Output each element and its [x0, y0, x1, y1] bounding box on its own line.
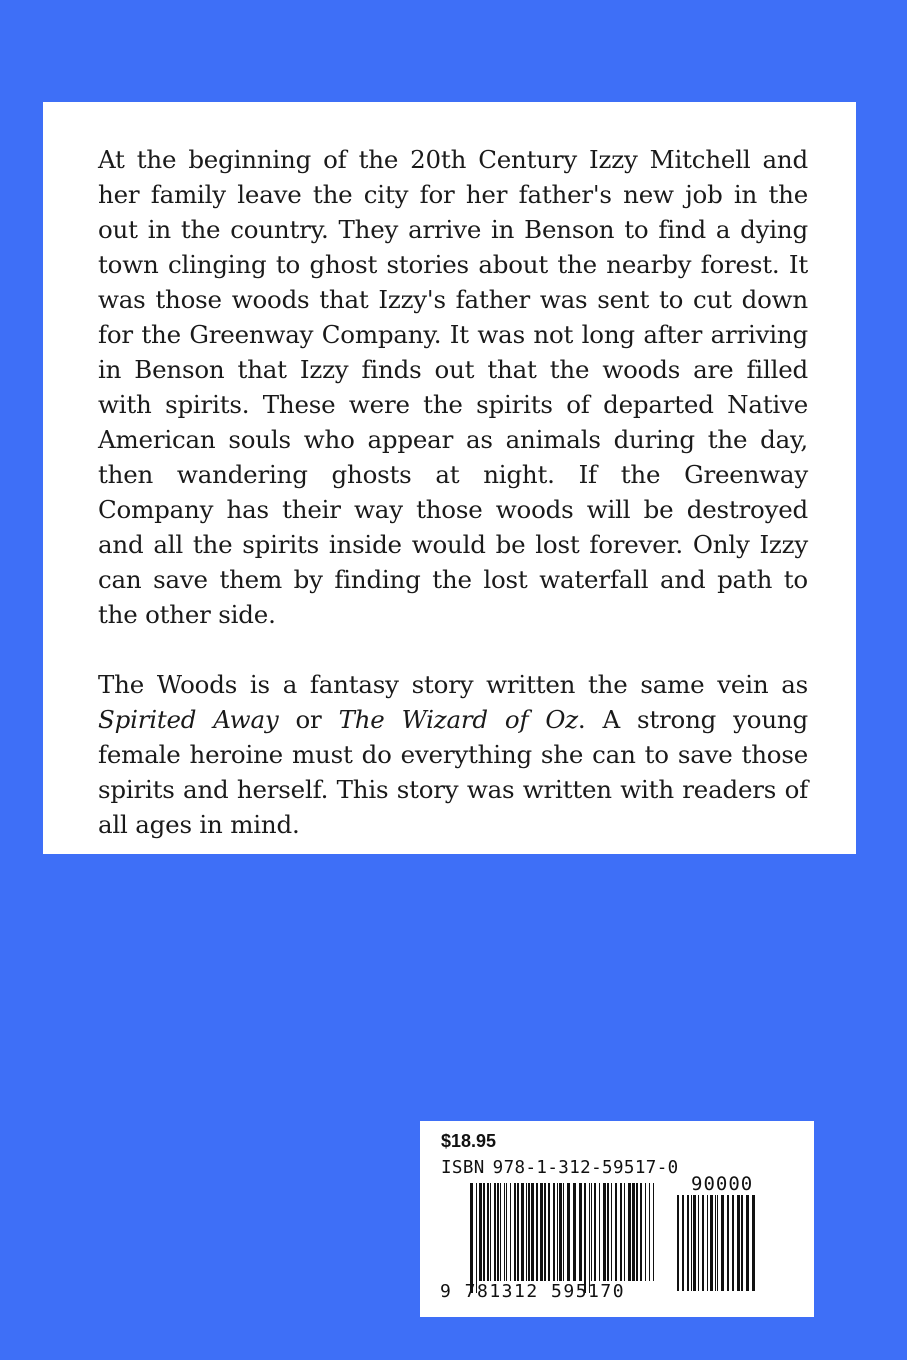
barcode-bar	[506, 1183, 507, 1281]
barcode-bar	[589, 1183, 590, 1293]
barcode-bar	[536, 1183, 538, 1281]
barcode-bar	[483, 1183, 485, 1281]
barcode-bar	[531, 1183, 534, 1281]
ean-barcode	[470, 1183, 660, 1293]
barcode-bar	[548, 1183, 550, 1281]
barcode-bar	[702, 1195, 704, 1291]
barcode-bar	[746, 1195, 749, 1291]
price-label: $18.95	[441, 1131, 497, 1151]
barcode-bar	[682, 1195, 684, 1291]
barcode-bar	[737, 1195, 740, 1291]
barcode-bar	[741, 1195, 743, 1291]
barcode-bar	[707, 1195, 708, 1291]
barcode-bar	[517, 1183, 519, 1281]
barcode-bar	[677, 1195, 679, 1291]
barcode-bar	[521, 1183, 524, 1281]
barcode-bar	[514, 1183, 516, 1281]
blurb-intro: The Woods is a fantasy story written the same vein as	[98, 670, 808, 699]
barcode-bar	[544, 1183, 546, 1281]
barcode-bar	[540, 1183, 543, 1281]
barcode-bar	[649, 1183, 650, 1281]
barcode-bar	[476, 1183, 477, 1293]
barcode-bar	[497, 1183, 499, 1281]
barcode-bar	[640, 1183, 642, 1281]
barcode-bar	[479, 1183, 482, 1281]
blurb-paragraph-1: At the beginning of the 20th Century Izzy Mitchell and her family leave the city for her father's new job in the out in the country. They arrive in Benson to find a dying town clinging to ghost stories about the nearby forest. It was those woods that Izzy's father was sent to cut down for the Greenway Company. It was not long after arriving in Benson that Izzy finds out that the woods are filled with spirits. These were the spirits of departed Native American souls who appear as animals during the day, then wandering ghosts at night. If the Greenway Company has their way those woods will be destroyed and all the spirits inside would be lost forever. Only Izzy can save them by finding the lost waterfall and path to the other side.	[98, 145, 808, 629]
barcode-bar	[494, 1183, 496, 1281]
barcode-bar	[687, 1195, 689, 1291]
barcode-bar	[624, 1183, 625, 1281]
isbn-label: ISBN 978-1-312-59517-0	[441, 1158, 679, 1178]
barcode-bar	[721, 1195, 724, 1291]
barcode-bar	[563, 1183, 564, 1281]
barcode-bar	[599, 1183, 600, 1281]
barcode-bar	[579, 1183, 582, 1281]
barcode-bar	[717, 1195, 718, 1291]
barcode-bar	[490, 1183, 491, 1281]
barcode-bar	[636, 1183, 638, 1281]
barcode-bar	[567, 1183, 570, 1281]
barcode-bar	[727, 1195, 729, 1291]
barcode-bar	[603, 1183, 606, 1281]
barcode-bar	[591, 1183, 592, 1281]
barcode-bar	[504, 1183, 505, 1281]
barcode-bar	[594, 1183, 596, 1281]
barcode-bar	[632, 1183, 635, 1281]
barcode-bar	[470, 1183, 473, 1293]
barcode-bar	[584, 1183, 586, 1293]
barcode-bar	[611, 1183, 612, 1281]
addon-barcode	[677, 1195, 757, 1291]
barcode-bar	[691, 1195, 692, 1291]
barcode-bar	[615, 1183, 617, 1281]
barcode-bar	[693, 1195, 696, 1291]
barcode-bar	[710, 1195, 713, 1291]
blurb-paragraph-2	[98, 667, 808, 842]
book-title-wizard-of-oz: The Wizard of Oz	[338, 705, 578, 734]
barcode-bar	[557, 1183, 558, 1281]
barcode-bar	[526, 1183, 527, 1281]
barcode-bar	[698, 1195, 699, 1291]
barcode-bar	[500, 1183, 501, 1281]
barcode-bar	[752, 1195, 755, 1291]
barcode-bar	[628, 1183, 631, 1281]
blurb-rest: . A strong young female heroine must do everything she can to save those spirits and herself. This story was written with readers of all ages in mind.	[98, 705, 808, 839]
barcode-bar	[653, 1183, 654, 1281]
barcode-bar	[715, 1195, 716, 1291]
blurb-panel	[43, 102, 856, 854]
barcode-bar	[510, 1183, 511, 1281]
barcode-bar	[553, 1183, 555, 1281]
barcode-bar	[573, 1183, 576, 1281]
addon-number: 90000	[691, 1173, 754, 1195]
book-title-spirited-away: Spirited Away	[98, 705, 279, 734]
barcode-bar	[487, 1183, 489, 1281]
barcode-bar	[528, 1183, 530, 1281]
barcode-box	[420, 1121, 814, 1317]
barcode-bar	[559, 1183, 562, 1281]
blurb-connector: or	[278, 705, 339, 734]
barcode-bar	[620, 1183, 622, 1281]
barcode-bar	[645, 1183, 646, 1281]
barcode-digits: 9 781312 595170	[440, 1281, 626, 1302]
barcode-bar	[732, 1195, 734, 1291]
barcode-bar	[607, 1183, 609, 1281]
